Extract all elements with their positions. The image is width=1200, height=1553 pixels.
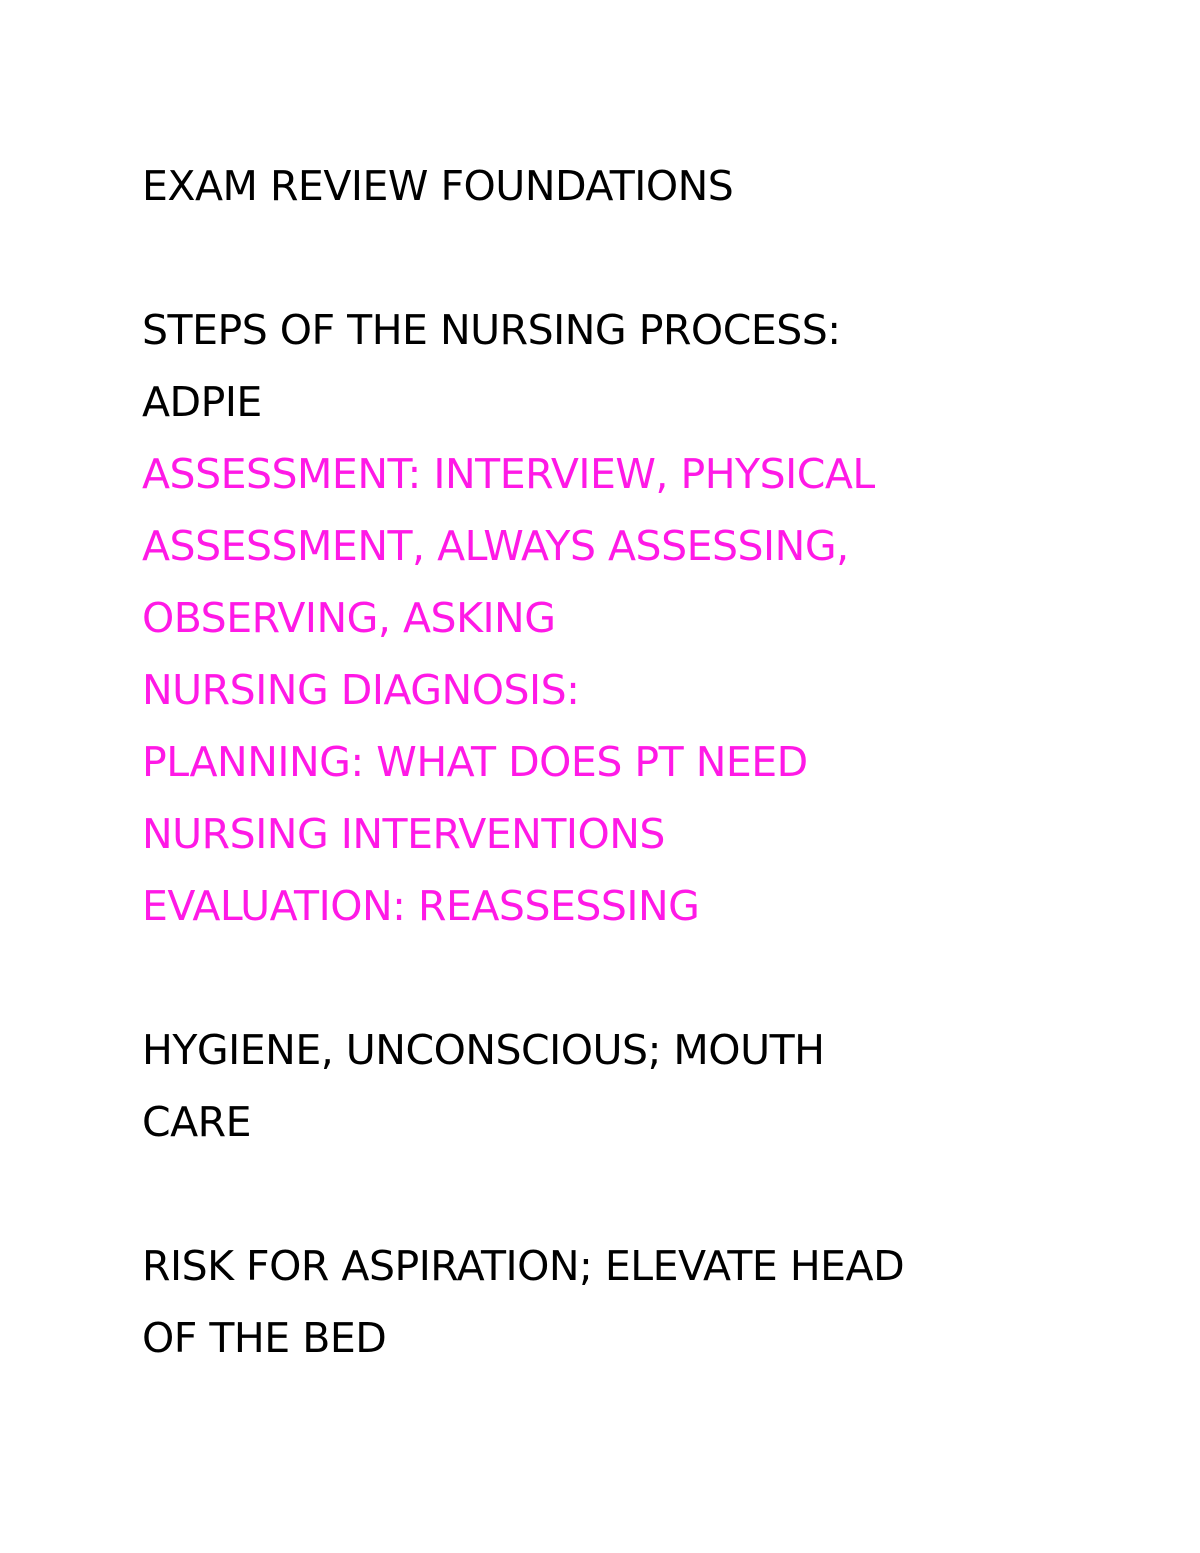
paragraph-spacer xyxy=(142,942,1072,1014)
aspiration-line-2: OF THE BED xyxy=(142,1314,387,1362)
nursing-process-acronym: ADPIE xyxy=(142,378,262,426)
nursing-process-heading: STEPS OF THE NURSING PROCESS: xyxy=(142,306,841,354)
document-body xyxy=(142,150,1072,1374)
aspiration-line-1: RISK FOR ASPIRATION; ELEVATE HEAD xyxy=(142,1242,905,1290)
step-planning: PLANNING: WHAT DOES PT NEED xyxy=(142,738,808,786)
step-evaluation: EVALUATION: REASSESSING xyxy=(142,882,700,930)
step-nursing-diagnosis: NURSING DIAGNOSIS: xyxy=(142,666,580,714)
hygiene-line-2: CARE xyxy=(142,1098,252,1146)
step-assessment-line-2: ASSESSMENT, ALWAYS ASSESSING, xyxy=(142,522,849,570)
paragraph-spacer xyxy=(142,222,1072,294)
paragraph-spacer xyxy=(142,1158,1072,1230)
step-interventions: NURSING INTERVENTIONS xyxy=(142,810,665,858)
step-assessment-line-3: OBSERVING, ASKING xyxy=(142,594,556,642)
hygiene-line-1: HYGIENE, UNCONSCIOUS; MOUTH xyxy=(142,1026,825,1074)
document-title: EXAM REVIEW FOUNDATIONS xyxy=(142,162,734,210)
step-assessment-line-1: ASSESSMENT: INTERVIEW, PHYSICAL xyxy=(142,450,875,498)
